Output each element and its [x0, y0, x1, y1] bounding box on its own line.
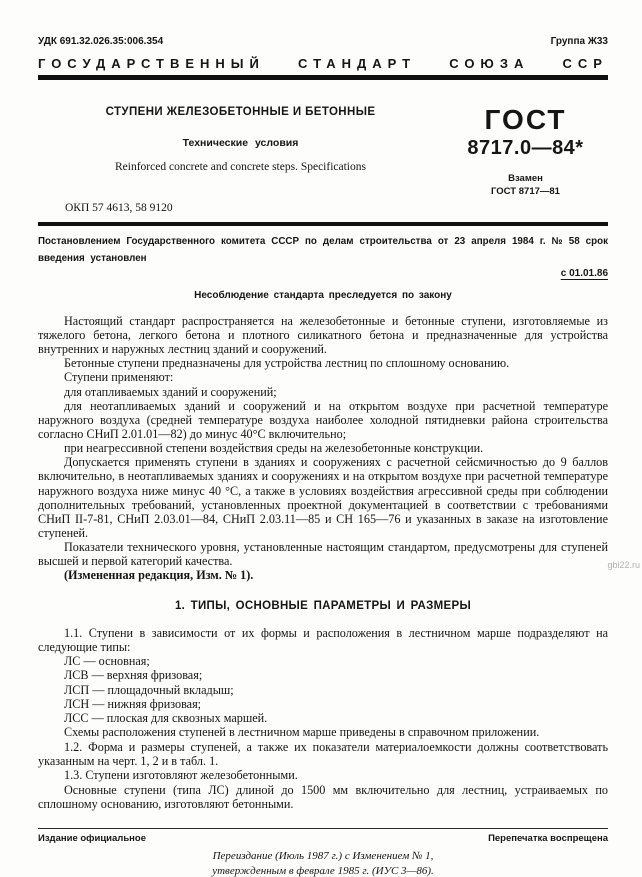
footer-row [38, 833, 608, 844]
paragraph: 1.2. Форма и размеры ступеней, а также их показатели материалоемкости должны соответствовать указанным на черт. 1, 2 и в табл. 1. [38, 739, 608, 768]
paragraph: Основные ступени (типа ЛС) длиной до 1500 мм включительно для лестниц, устраиваемых по сплошному основанию, изготовляют бетонными. [38, 782, 608, 811]
paragraph: Настоящий стандарт распространяется на железобетонные и бетонные ступени, изготовляемые из тяжелого бетона, легкого бетона и плотного силикатного бетона и предназначенные для устройства внутренних и наружных лестниц зданий и сооружений. [38, 313, 608, 357]
classification-row [38, 36, 608, 47]
amendment-note: (Измененная редакция, Изм. № 1). [64, 568, 254, 583]
udk-code: УДК 691.32.026.35:006.354 [38, 36, 164, 47]
paragraph: 1.3. Ступени изготовляют железобетонными. [64, 768, 298, 783]
gost-designation-block [443, 106, 608, 199]
title-left-column [38, 106, 443, 199]
group-code: Группа Ж33 [550, 36, 608, 47]
paragraph: Допускается применять ступени в зданиях и сооружениях с расчетной сейсмичностью до 9 баллов включительно, в неотапливаемых зданиях и сооружениях и на открытом воздухе при расчетной температуре наружного воздуха ниже минус 40 °С, а также в условиях воздействия агрессивной среды при соблюдении дополнительных требований, установленных проектной документацией в соответствии с требованиями СНиП II-7-81, СНиП 2.03.01—84, СНиП 2.03.11—85 и СН 165—76 и указанных в заказе на изготовление ступеней. [38, 455, 608, 541]
paragraph: 1.1. Ступени в зависимости от их формы и расположения в лестничном марше подразделяют на следующие типы: [38, 625, 608, 654]
reissue-note [38, 849, 608, 877]
paragraph: Бетонные ступени предназначены для устройства лестниц по сплошному основанию. [64, 356, 510, 371]
list-item: ЛСВ — верхняя фризовая; [64, 668, 203, 683]
org-word: ССР [562, 56, 608, 71]
standard-org-title [38, 56, 608, 71]
section-1-heading: 1. ТИПЫ, ОСНОВНЫЕ ПАРАМЕТРЫ И РАЗМЕРЫ [174, 599, 472, 612]
official-edition-label: Издание официальное [38, 833, 146, 845]
introduction-section [38, 314, 608, 583]
decree-text: Постановлением Государственного комитета СССР по делам строительства от 23 апреля 1984 г. № 58 срок введения установлен [38, 235, 608, 264]
replaces-value: ГОСТ 8717—81 [491, 185, 560, 197]
effective-date-value: с 01.01.86 [560, 267, 608, 279]
reprint-forbidden-label: Перепечатка воспрещена [488, 833, 608, 845]
org-word: СТАНДАРТ [298, 56, 417, 71]
paragraph: Показатели технического уровня, установленные настоящим стандартом, предусмотрены для ступеней высшей и первой категорий качества. [38, 540, 608, 569]
reissue-line: утвержденным в феврале 1985 г. (ИУС 3—86). [212, 864, 434, 877]
divider-thick-top [38, 75, 608, 80]
divider-thick-mid [38, 222, 608, 226]
gost-number: 8717.0—84* [467, 137, 584, 159]
replaces-note [443, 173, 608, 199]
document-subtitle-english: Reinforced concrete and concrete steps. Specifications [115, 161, 366, 173]
paragraph: для отапливаемых зданий и сооружений; [64, 384, 277, 399]
list-item: ЛСН — нижняя фризовая; [64, 696, 202, 711]
law-notice: Несоблюдение стандарта преследуется по закону [194, 289, 452, 301]
replaces-label: Взамен [508, 173, 543, 184]
footer-divider [38, 828, 608, 829]
title-block [38, 106, 608, 199]
paragraph: при неагрессивной степени воздействия среды на железобетонные конструкции. [64, 441, 484, 456]
effective-date [38, 268, 608, 279]
org-word: СОЮЗА [449, 56, 530, 71]
document-subtitle: Технические условия [182, 137, 299, 149]
reissue-line: Переиздание (Июль 1987 г.) с Изменением № 1, [212, 850, 434, 863]
paragraph: Ступени применяют: [64, 370, 174, 385]
okp-code: ОКП 57 4613, 58 9120 [65, 201, 173, 214]
gost-label: ГОСТ [484, 104, 567, 135]
list-item: ЛСС — плоская для сквозных маршей. [64, 711, 268, 726]
paragraph: для неотапливаемых зданий и сооружений и на открытом воздухе при расчетной температуре наружного воздуха (средней температуре воздуха наиболее холодной пятидневки района строительства согласно СНиП 2.01.01—82) до минус 40°С включительно; [38, 398, 608, 442]
list-item: ЛС — основная; [64, 654, 150, 669]
document-title: СТУПЕНИ ЖЕЛЕЗОБЕТОННЫЕ И БЕТОННЫЕ [105, 106, 376, 118]
section-1-body [38, 626, 608, 811]
org-word: ГОСУДАРСТВЕННЫЙ [38, 56, 265, 71]
paragraph: Схемы расположения ступеней в лестничном марше приведены в справочном приложении. [64, 725, 540, 740]
list-item: ЛСП — площадочный вкладыш; [64, 682, 234, 697]
watermark: gbi22.ru [607, 560, 640, 570]
